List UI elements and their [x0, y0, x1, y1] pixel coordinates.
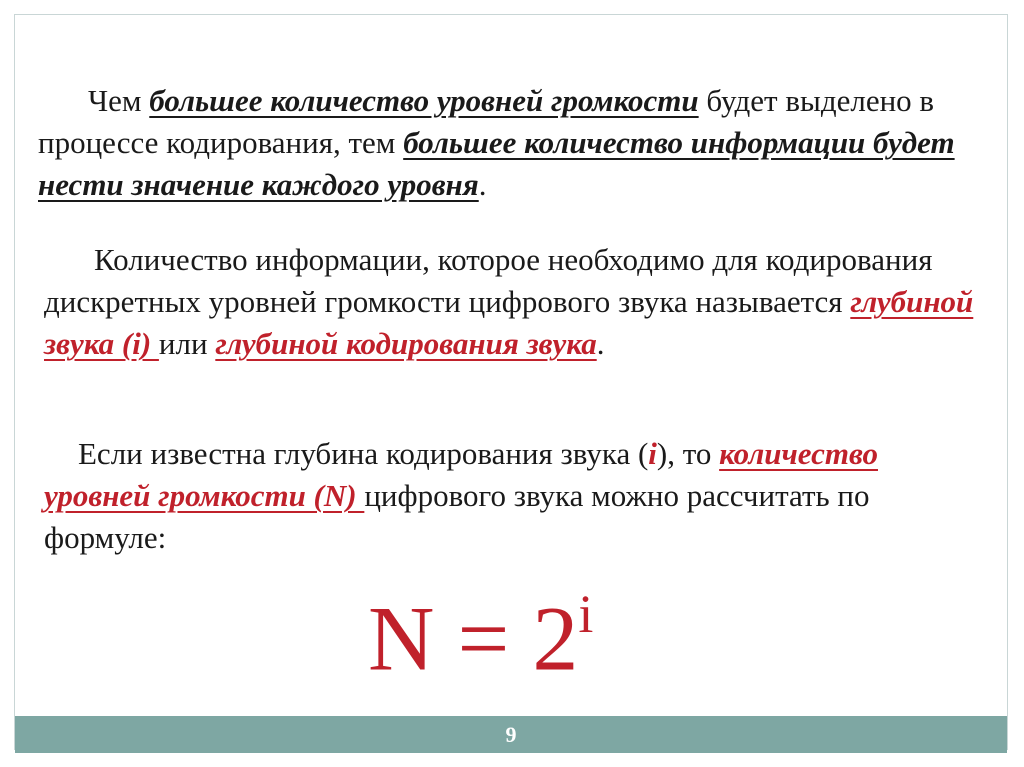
- p3-text-1: Если известна глубина кодирования звука (: [78, 436, 649, 471]
- p2-text-2: или: [158, 326, 216, 361]
- paragraph-formula-intro: [44, 433, 984, 559]
- p2-text-1: Количество информации, которое необходимо для кодирования дискретных уровней громкости цифрового звука называется: [44, 242, 933, 319]
- p1-text-1: Чем: [88, 83, 150, 118]
- p1-text-3: .: [478, 167, 487, 202]
- p3-variable-i: i: [648, 436, 657, 471]
- p1-emphasis-levels: большее количество уровней громкости: [149, 83, 699, 118]
- page-number: 9: [505, 722, 517, 747]
- paragraph-volume-levels: [38, 80, 978, 206]
- formula-equals: =: [434, 587, 533, 690]
- formula-exponent: i: [578, 584, 594, 644]
- paragraph-sound-depth: [44, 239, 984, 365]
- p3-term-levels-n: количество уровней громкости (N): [44, 436, 878, 513]
- p1-emphasis-information: большее количество информации будет нести значение каждого уровня: [38, 125, 955, 202]
- p2-text-3: .: [596, 326, 605, 361]
- p2-term-sound-depth: глубиной звука (i): [44, 284, 974, 361]
- footer-bar: [15, 716, 1007, 753]
- formula-lhs: N: [368, 587, 435, 690]
- p1-text-2: будет выделено в процессе кодирования, тем: [38, 83, 935, 160]
- p2-term-encoding-depth: глубиной кодирования звука: [215, 326, 597, 361]
- p3-text-3: цифрового звука можно рассчитать по формуле:: [44, 478, 870, 555]
- formula: [368, 570, 593, 689]
- formula-base: 2: [532, 587, 579, 690]
- p3-text-2: ), то: [656, 436, 720, 471]
